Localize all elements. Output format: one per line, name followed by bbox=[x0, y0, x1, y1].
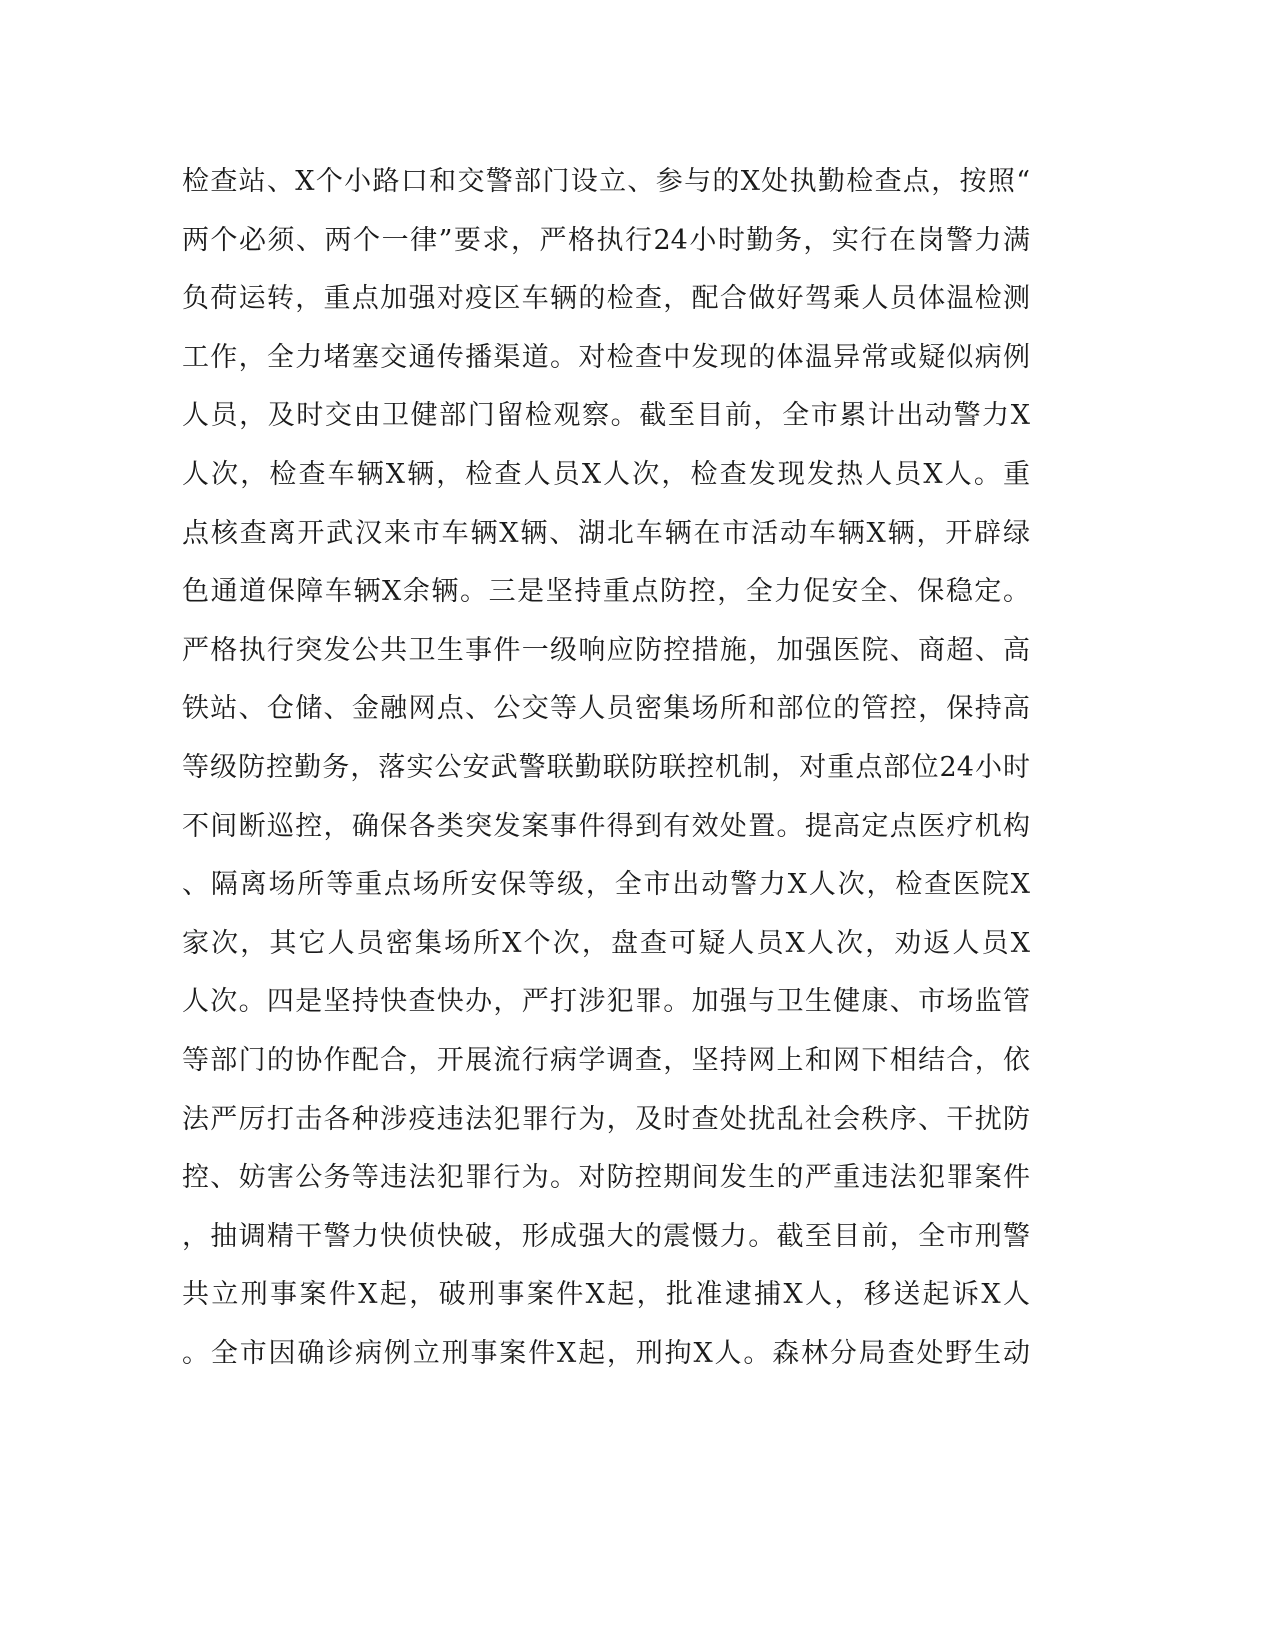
text-line: 两个必须、两个一律”要求，严格执行24小时勤务，实行在岗警力满 bbox=[182, 224, 1030, 256]
text-line: 严格执行突发公共卫生事件一级响应防控措施，加强医院、商超、高 bbox=[182, 634, 1030, 666]
text-line: 人次。四是坚持快查快办，严打涉犯罪。加强与卫生健康、市场监管 bbox=[182, 986, 1030, 1018]
text-line: 。全市因确诊病例立刑事案件X起，刑拘X人。森林分局查处野生动 bbox=[182, 1337, 1030, 1369]
text-line: 、隔离场所等重点场所安保等级，全市出动警力X人次，检查医院X bbox=[182, 869, 1030, 901]
text-line: 家次，其它人员密集场所X个次，盘查可疑人员X人次，劝返人员X bbox=[182, 927, 1030, 959]
text-line: 等部门的协作配合，开展流行病学调查，坚持网上和网下相结合，依 bbox=[182, 1044, 1030, 1076]
text-line: 等级防控勤务，落实公安武警联勤联防联控机制，对重点部位24小时 bbox=[182, 751, 1030, 783]
text-line: 共立刑事案件X起，破刑事案件X起，批准逮捕X人，移送起诉X人 bbox=[182, 1279, 1030, 1311]
text-line: 工作，全力堵塞交通传播渠道。对检查中发现的体温异常或疑似病例 bbox=[182, 341, 1030, 373]
body-paragraph bbox=[182, 153, 1030, 1383]
text-line: 检查站、X个小路口和交警部门设立、参与的X处执勤检查点，按照“ bbox=[182, 166, 1030, 197]
text-line: ，抽调精干警力快侦快破，形成强大的震慑力。截至目前，全市刑警 bbox=[182, 1220, 1030, 1252]
text-line: 点核查离开武汉来市车辆X辆、湖北车辆在市活动车辆X辆，开辟绿 bbox=[182, 517, 1030, 549]
text-line: 不间断巡控，确保各类突发案事件得到有效处置。提高定点医疗机构 bbox=[182, 810, 1030, 842]
text-line: 色通道保障车辆X余辆。三是坚持重点防控，全力促安全、保稳定。 bbox=[182, 576, 1030, 608]
text-line: 人次，检查车辆X辆，检查人员X人次，检查发现发热人员X人。重 bbox=[182, 458, 1030, 490]
text-line: 人员，及时交由卫健部门留检观察。截至目前，全市累计出动警力X bbox=[182, 400, 1030, 432]
text-line: 控、妨害公务等违法犯罪行为。对防控期间发生的严重违法犯罪案件 bbox=[182, 1162, 1030, 1194]
text-line: 铁站、仓储、金融网点、公交等人员密集场所和部位的管控，保持高 bbox=[182, 693, 1030, 725]
text-line: 法严厉打击各种涉疫违法犯罪行为，及时查处扰乱社会秩序、干扰防 bbox=[182, 1103, 1030, 1135]
text-line: 负荷运转，重点加强对疫区车辆的检查，配合做好驾乘人员体温检测 bbox=[182, 283, 1030, 315]
